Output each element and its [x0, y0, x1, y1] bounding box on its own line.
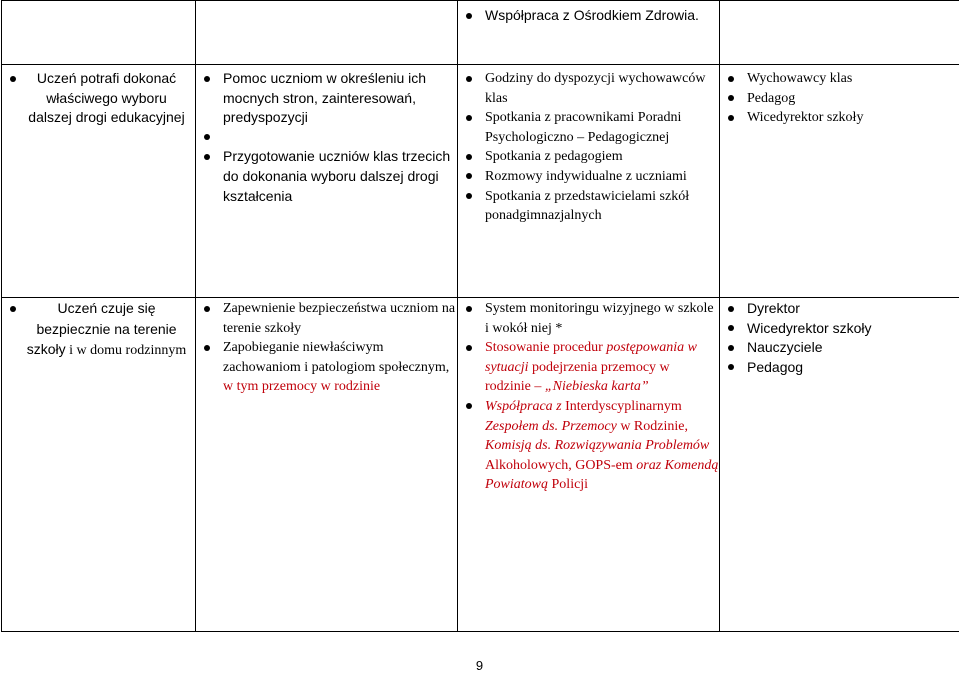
responsible-cell: [720, 298, 959, 632]
method-text-italic: postępowania w sytuacji: [485, 340, 697, 375]
tasks-cell: [196, 65, 458, 298]
list-item: [720, 319, 959, 339]
tasks-cell: [196, 298, 458, 632]
method-text-italic: Zespołem ds. Przemocy: [485, 419, 617, 434]
task-text: Zapobieganie niewłaściwym zachowaniom i patologiom społecznym,: [223, 340, 449, 375]
top-methods-cell: [458, 1, 720, 65]
list-item: [196, 128, 457, 148]
method-text: Rozmowy indywidualne z uczniami: [485, 169, 687, 184]
top-methods-text: Współpraca z Ośrodkiem Zdrowia.: [485, 7, 699, 23]
method-text-italic: Komisją ds. Rozwiązywania Problemów: [485, 438, 709, 453]
plan-table: [1, 0, 959, 632]
goal-text: Uczeń czuje się bezpiecznie na terenie szkoły: [27, 300, 177, 357]
list-item: [720, 338, 959, 358]
goal-cell: [2, 298, 196, 632]
list-item: [2, 69, 195, 128]
responsible-text: Wychowawcy klas: [747, 71, 852, 86]
method-text: podejrzenia przemocy w rodzinie –: [485, 360, 670, 395]
list-item: [458, 108, 719, 147]
task-text-highlight: w tym przemocy w rodzinie: [223, 379, 380, 394]
list-item: [196, 338, 457, 397]
methods-cell: [458, 65, 720, 298]
methods-cell: [458, 298, 720, 632]
table-row: [2, 1, 959, 65]
task-text: Zapewnienie bezpieczeństwa uczniom na terenie szkoły: [223, 301, 455, 336]
table-row: [2, 298, 959, 632]
method-text: Policji: [548, 477, 588, 492]
list-item: [2, 299, 195, 361]
responsible-cell: [720, 65, 959, 298]
responsible-text: Pedagog: [747, 91, 795, 106]
responsible-text: Wicedyrektor szkoły: [747, 110, 863, 125]
method-text: System monitoringu wizyjnego w szkole i wokół niej *: [485, 301, 714, 336]
list-item: [720, 358, 959, 378]
list-item: [458, 299, 719, 338]
goal-cell: [2, 65, 196, 298]
list-item: [458, 69, 719, 108]
method-text: Spotkania z pracownikami Poradni Psychologiczno – Pedagogicznej: [485, 110, 681, 145]
method-text-italic: oraz Komendą Powiatową: [485, 458, 718, 493]
list-item: [196, 69, 457, 128]
list-item: [458, 147, 719, 167]
method-text: w Rodzinie,: [617, 419, 688, 434]
list-item: [196, 147, 457, 206]
list-item: [458, 167, 719, 187]
list-item: [458, 338, 719, 397]
list-item: [720, 299, 959, 319]
top-responsible-cell: [720, 1, 959, 65]
responsible-text: Nauczyciele: [747, 339, 822, 355]
responsible-text: Wicedyrektor szkoły: [747, 320, 871, 336]
goal-text: Uczeń potrafi dokonać właściwego wyboru dalszej drogi edukacyjnej: [28, 70, 184, 125]
list-item: [720, 69, 959, 89]
top-tasks-cell: [196, 1, 458, 65]
method-text: Stosowanie procedur: [485, 340, 606, 355]
list-item: [458, 187, 719, 226]
goal-text-continued: i w domu rodzinnym: [69, 343, 186, 358]
task-text: Pomoc uczniom w określeniu ich mocnych stron, zainteresowań, predyspozycji: [223, 70, 426, 125]
list-item: [458, 397, 719, 495]
list-item: [720, 89, 959, 109]
list-item: [196, 299, 457, 338]
method-text: Alkoholowych, GOPS-em: [485, 458, 636, 473]
method-text-italic: „Niebieska karta”: [545, 379, 649, 394]
method-text-italic: Współpraca z: [485, 399, 562, 414]
method-text: Interdyscyplinarnym: [562, 399, 682, 414]
top-goal-cell: [2, 1, 196, 65]
method-text: Godziny do dyspozycji wychowawców klas: [485, 71, 705, 106]
responsible-text: Pedagog: [747, 359, 803, 375]
responsible-text: Dyrektor: [747, 300, 800, 316]
page-number: 9: [0, 656, 959, 676]
list-item: [458, 6, 719, 26]
task-text: Przygotowanie uczniów klas trzecich do dokonania wyboru dalszej drogi kształcenia: [223, 148, 450, 203]
list-item: [720, 108, 959, 128]
table-row: [2, 65, 959, 298]
method-text: Spotkania z przedstawicielami szkół ponadgimnazjalnych: [485, 189, 689, 224]
method-text: Spotkania z pedagogiem: [485, 149, 623, 164]
